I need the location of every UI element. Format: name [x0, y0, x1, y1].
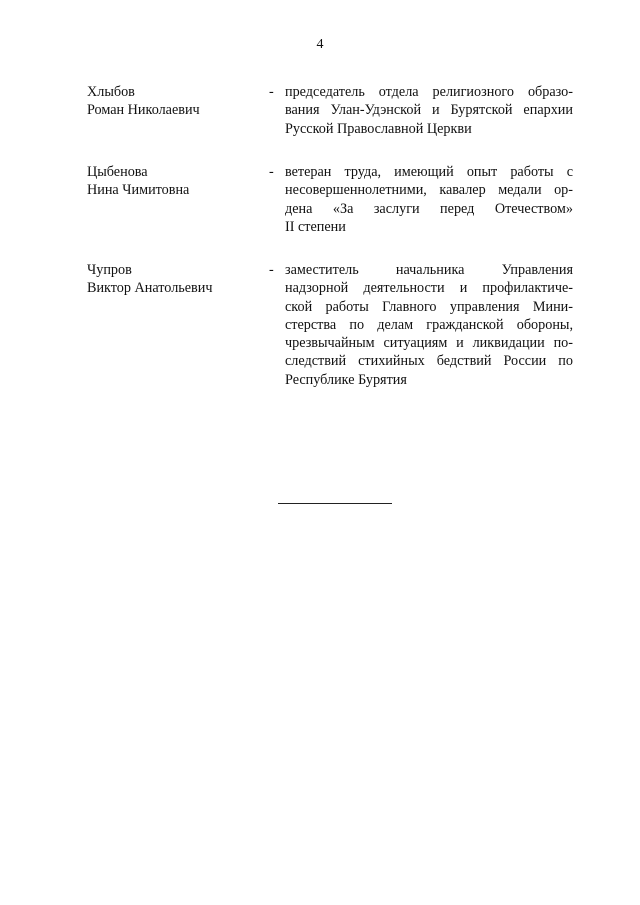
description-line: ской работы Главного управления Мини-	[285, 298, 573, 315]
description-line: II степени	[285, 218, 346, 235]
description-line: Русской Православной Церкви	[285, 120, 472, 137]
description-line: стерства по делам гражданской обороны,	[285, 316, 573, 333]
page-number: 4	[316, 37, 324, 52]
description-line: чрезвычайным ситуациям и ликвидации по-	[285, 335, 573, 352]
person-surname: Цыбенова	[87, 164, 148, 180]
dash-separator: -	[269, 84, 274, 100]
closing-divider	[278, 503, 392, 504]
person-name	[87, 261, 262, 298]
description-line: надзорной деятельности и профилактиче-	[285, 280, 573, 297]
dash-separator: -	[269, 164, 274, 180]
description-line: несовершеннолетними, кавалер медали ор-	[285, 182, 573, 199]
position-description	[285, 261, 573, 389]
position-description	[285, 83, 573, 138]
position-description	[285, 163, 573, 236]
person-surname: Хлыбов	[87, 84, 135, 100]
description-line: заместитель начальника Управления	[285, 262, 573, 278]
person-given-names: Нина Чимитовна	[87, 182, 190, 199]
person-surname: Чупров	[87, 262, 132, 278]
description-line: председатель отдела религиозного образо-	[285, 84, 573, 100]
person-name	[87, 83, 262, 120]
description-line: вания Улан-Удэнской и Бурятской епархии	[285, 102, 573, 119]
person-given-names: Виктор Анатольевич	[87, 280, 213, 297]
person-given-names: Роман Николаевич	[87, 102, 200, 119]
description-line: ветеран труда, имеющий опыт работы с	[285, 164, 573, 180]
dash-separator: -	[269, 262, 274, 278]
description-line: Республике Бурятия	[285, 371, 407, 388]
description-line: следствий стихийных бедствий России по	[285, 353, 573, 370]
description-line: дена «За заслуги перед Отечеством»	[285, 200, 573, 217]
person-name	[87, 163, 262, 200]
